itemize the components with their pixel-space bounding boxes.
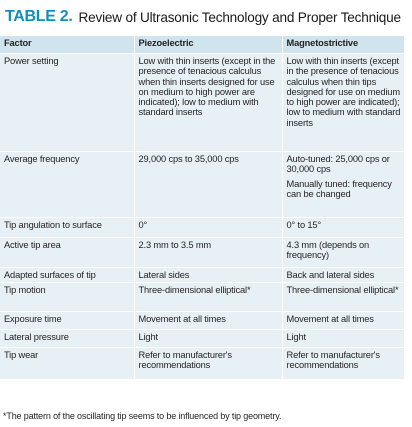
cell-magnetostrictive <box>282 218 404 238</box>
cell-magnetostrictive <box>282 330 404 348</box>
table-header-row <box>0 36 404 54</box>
cell-piezoelectric: Light <box>134 330 282 348</box>
cell-piezoelectric: Refer to manufacturer's recommendations <box>134 348 282 380</box>
cell-piezoelectric: 29,000 cps to 35,000 cps <box>134 152 282 218</box>
cell-factor: Average frequency <box>0 152 134 218</box>
cell-magnetostrictive <box>282 54 404 152</box>
cell-piezoelectric: 2.3 mm to 3.5 mm <box>134 238 282 268</box>
table-row <box>0 348 404 380</box>
cell-line: Refer to manufacturer's recommendations <box>286 350 380 371</box>
cell-factor: Power setting <box>0 54 134 152</box>
cell-line: Back and lateral sides <box>286 270 375 280</box>
header-factor: Factor <box>0 36 134 54</box>
table-number: TABLE 2. <box>5 8 73 25</box>
cell-magnetostrictive <box>282 312 404 330</box>
header-magnetostrictive: Magnetostrictive <box>282 36 404 54</box>
cell-line: 0° to 15° <box>286 220 322 230</box>
cell-factor: Tip angulation to surface <box>0 218 134 238</box>
ultrasonic-review-table <box>0 36 404 380</box>
table-row <box>0 54 404 152</box>
table-row <box>0 283 404 312</box>
cell-magnetostrictive <box>282 348 404 380</box>
cell-factor: Tip wear <box>0 348 134 380</box>
table-footnote: *The pattern of the oscillating tip seems to be influenced by tip geometry. <box>3 411 282 421</box>
table-row <box>0 330 404 348</box>
cell-line: Auto-tuned: 25,000 cps or 30,000 cps <box>286 154 390 175</box>
table-title <box>0 2 401 32</box>
cell-line: Movement at all times <box>286 314 374 324</box>
header-piezoelectric: Piezoelectric <box>134 36 282 54</box>
cell-factor: Adapted surfaces of tip <box>0 268 134 283</box>
cell-piezoelectric: Lateral sides <box>134 268 282 283</box>
cell-line: Light <box>286 332 306 342</box>
cell-piezoelectric: Movement at all times <box>134 312 282 330</box>
cell-line: Manually tuned: frequency can be changed <box>286 178 392 199</box>
cell-line: Three-dimensional elliptical* <box>286 285 399 295</box>
cell-line: 4.3 mm (depends on frequency) <box>286 240 370 261</box>
cell-magnetostrictive <box>282 238 404 268</box>
cell-piezoelectric: Three-dimensional elliptical* <box>134 283 282 312</box>
cell-factor: Exposure time <box>0 312 134 330</box>
cell-factor: Tip motion <box>0 283 134 312</box>
cell-line: Low with thin inserts (except in the presence of tenacious calculus when thin tips designed for use on medium to high power are indicated); low to medium with standard inserts <box>286 56 401 128</box>
cell-magnetostrictive <box>282 268 404 283</box>
cell-piezoelectric: Low with thin inserts (except in the presence of tenacious calculus when thin inserts designed for use on medium to high power are indicated); low to medium with standard inserts <box>134 54 282 152</box>
table-row <box>0 218 404 238</box>
cell-piezoelectric: 0° <box>134 218 282 238</box>
table-row <box>0 312 404 330</box>
table-caption: Review of Ultrasonic Technology and Proper Technique <box>78 9 401 25</box>
cell-magnetostrictive <box>282 152 404 218</box>
table-row <box>0 238 404 268</box>
table-row <box>0 152 404 218</box>
table-row <box>0 268 404 283</box>
cell-factor: Lateral pressure <box>0 330 134 348</box>
cell-factor: Active tip area <box>0 238 134 268</box>
cell-magnetostrictive <box>282 283 404 312</box>
